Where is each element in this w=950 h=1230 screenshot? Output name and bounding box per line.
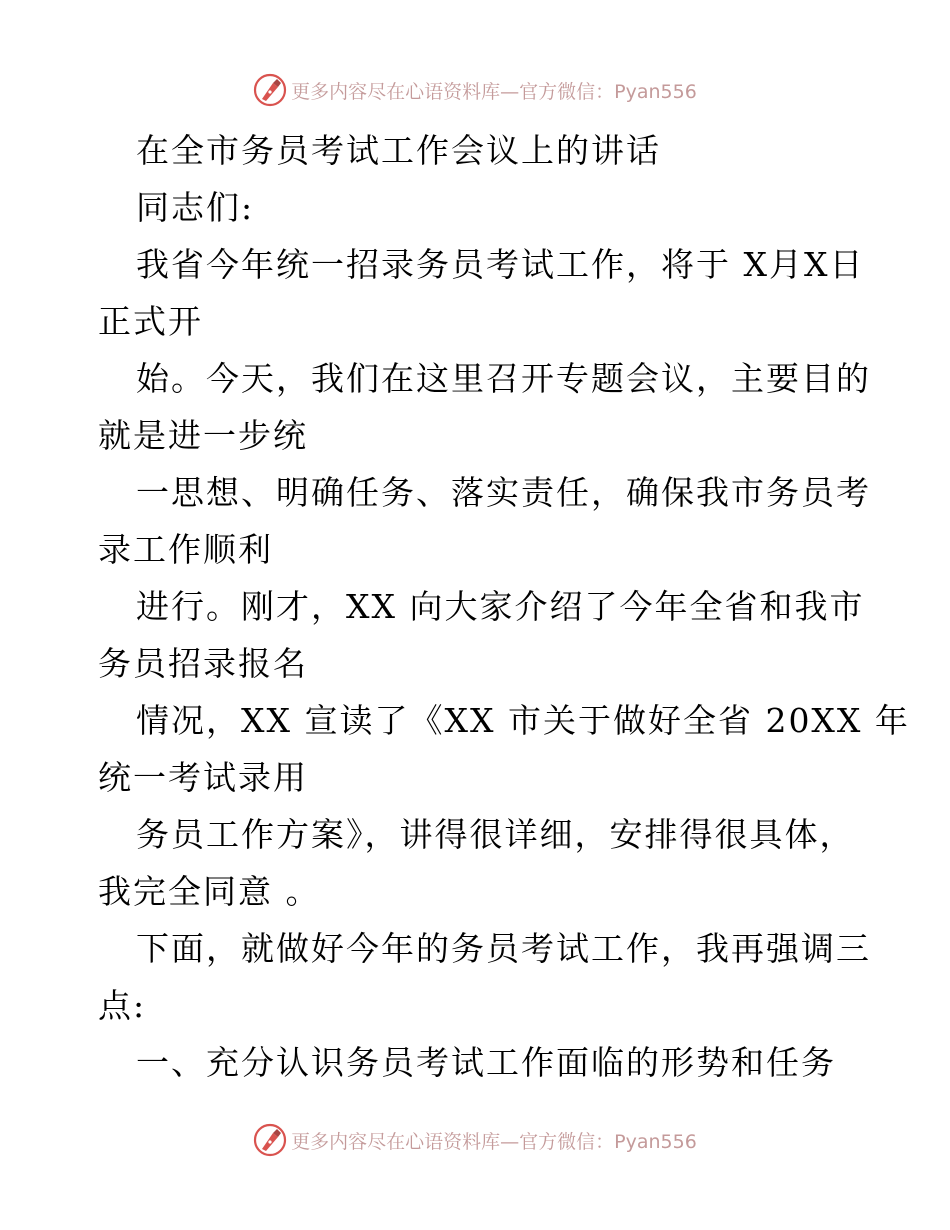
footer-banner — [0, 1120, 950, 1160]
footer-wechat-text: 官方微信：Pyan556 — [519, 1130, 697, 1153]
paragraph-line: 统一考试录用 — [98, 758, 308, 797]
paragraph-line: 情况，XX 宣读了《XX 市关于做好全省 20XX 年 — [136, 701, 910, 740]
section-heading: 一、充分认识务员考试工作面临的形势和任务 — [136, 1043, 836, 1082]
paragraph-line: 务员工作方案》，讲得很详细，安排得很具体， — [136, 815, 855, 854]
document-body — [98, 122, 910, 1091]
paragraph-line: 录工作顺利 — [98, 530, 273, 569]
salutation: 同志们: — [136, 188, 255, 227]
footer-site-text: 更多内容尽在心语资料库— — [291, 1130, 520, 1153]
document-title: 在全市务员考试工作会议上的讲话 — [136, 131, 661, 170]
pen-nib-logo-icon — [253, 1123, 287, 1157]
paragraph-line: 我省今年统一招录务员考试工作，将于 X月X日 — [136, 245, 865, 284]
header-banner — [0, 70, 950, 110]
paragraph-line: 就是进一步统 — [98, 416, 308, 455]
paragraph-line: 点: — [98, 986, 147, 1025]
paragraph-line: 我完全同意 。 — [98, 872, 321, 911]
paragraph-line: 务员招录报名 — [98, 644, 308, 683]
paragraph-line: 始。今天，我们在这里召开专题会议，主要目的 — [136, 359, 871, 398]
paragraph-line: 下面，就做好今年的务员考试工作，我再强调三 — [136, 929, 871, 968]
paragraph-line: 正式开 — [98, 302, 203, 341]
header-wechat-text: 官方微信：Pyan556 — [519, 80, 697, 103]
header-site-text: 更多内容尽在心语资料库— — [291, 80, 520, 103]
paragraph-line: 一思想、明确任务、落实责任，确保我市务员考 — [136, 473, 871, 512]
paragraph-line: 进行。刚才，XX 向大家介绍了今年全省和我市 — [136, 587, 865, 626]
pen-nib-logo-icon — [253, 73, 287, 107]
